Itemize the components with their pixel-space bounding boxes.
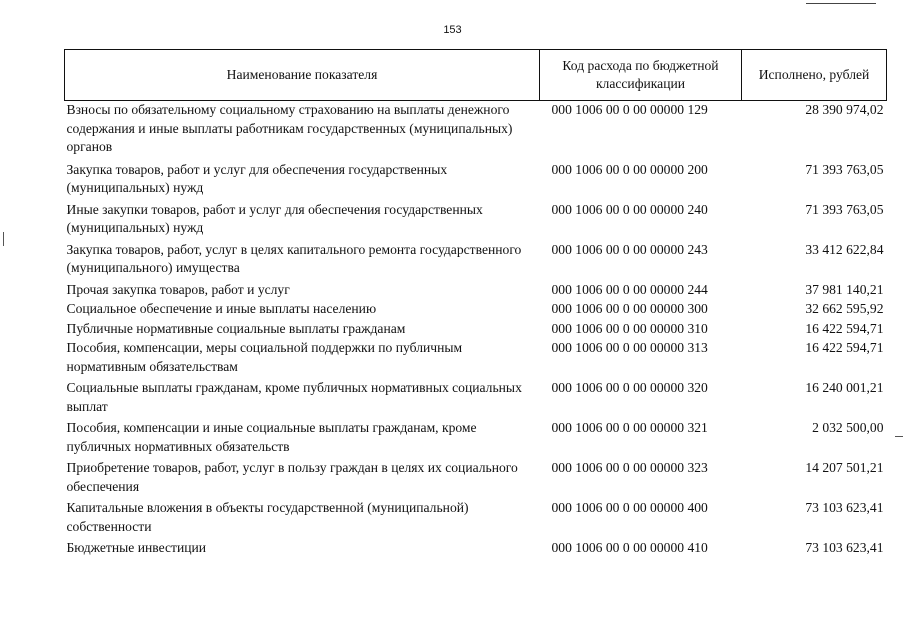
row-code: 000 1006 00 0 00 00000 243: [551, 241, 708, 257]
row-name: Социальное обеспечение и иные выплаты населению: [66, 301, 377, 316]
row-amount: 16 422 594,71: [805, 320, 884, 336]
row-name: Капитальные вложения в объекты государственной (муниципальной) собственности: [66, 500, 469, 534]
row-code: 000 1006 00 0 00 00000 323: [551, 460, 708, 475]
table-row: [65, 241, 887, 281]
budget-execution-table: [64, 49, 887, 559]
top-edge-rule: [806, 3, 876, 4]
table-row: [65, 281, 887, 301]
header-code: Код расхода по бюджетной классификации: [540, 50, 742, 101]
row-amount: 73 103 623,41: [805, 540, 884, 555]
row-name: Пособия, компенсации и иные социальные выплаты гражданам, кроме публичных нормативных обязательств: [66, 420, 477, 454]
row-code: 000 1006 00 0 00 00000 300: [551, 301, 708, 316]
table-header-row: [65, 50, 887, 101]
row-code: 000 1006 00 0 00 00000 400: [551, 500, 708, 515]
table-row: [65, 101, 887, 161]
row-amount: 71 393 763,05: [805, 201, 884, 217]
header-name: Наименование показателя: [65, 50, 540, 101]
table-row: [65, 300, 887, 320]
header-amount: Исполнено, рублей: [742, 50, 887, 101]
row-code: 000 1006 00 0 00 00000 410: [551, 540, 708, 555]
table-row: [65, 459, 887, 499]
table-row: [65, 339, 887, 379]
row-name: Закупка товаров, работ и услуг для обеспечения государственных (муниципальных) нужд: [66, 161, 448, 196]
row-amount: 16 422 594,71: [805, 340, 884, 355]
table-row: [65, 539, 887, 559]
table-row: [65, 499, 887, 539]
row-name: Социальные выплаты гражданам, кроме публичных нормативных социальных выплат: [66, 380, 522, 414]
right-margin-mark: [895, 436, 903, 437]
row-amount: 37 981 140,21: [805, 281, 884, 297]
row-amount: 33 412 622,84: [805, 241, 884, 257]
table-row: [65, 161, 887, 201]
row-amount: 71 393 763,05: [805, 161, 884, 177]
table-row: [65, 419, 887, 459]
row-name: Закупка товаров, работ, услуг в целях капитального ремонта государственного (муниципального) имущества: [66, 241, 522, 276]
row-code: 000 1006 00 0 00 00000 321: [551, 420, 708, 435]
page-number: 153: [443, 24, 462, 36]
table-row: [65, 201, 887, 241]
row-amount: 14 207 501,21: [805, 460, 884, 475]
row-name: Приобретение товаров, работ, услуг в пользу граждан в целях их социального обеспечения: [66, 460, 518, 494]
row-name: Иные закупки товаров, работ и услуг для обеспечения государственных (муниципальных) нужд: [66, 201, 483, 236]
row-code: 000 1006 00 0 00 00000 313: [551, 340, 708, 355]
row-name: Пособия, компенсации, меры социальной поддержки по публичным нормативным обязательствам: [66, 340, 463, 374]
row-amount: 32 662 595,92: [805, 301, 884, 316]
row-code: 000 1006 00 0 00 00000 200: [551, 161, 708, 177]
table-row: [65, 379, 887, 419]
row-amount: 16 240 001,21: [805, 380, 884, 395]
row-code: 000 1006 00 0 00 00000 129: [551, 102, 708, 117]
row-name: Публичные нормативные социальные выплаты гражданам: [66, 320, 406, 336]
table-row: [65, 320, 887, 340]
row-name: Бюджетные инвестиции: [66, 540, 207, 555]
row-code: 000 1006 00 0 00 00000 310: [551, 320, 708, 336]
row-code: 000 1006 00 0 00 00000 320: [551, 380, 708, 395]
row-name: Взносы по обязательному социальному страхованию на выплаты денежного содержания и иные выплаты работникам государственных (муниципальных) органов: [66, 102, 513, 155]
row-amount: 2 032 500,00: [812, 420, 884, 435]
row-amount: 28 390 974,02: [805, 102, 884, 117]
row-amount: 73 103 623,41: [805, 500, 884, 515]
left-margin-mark: [3, 232, 4, 246]
row-name: Прочая закупка товаров, работ и услуг: [66, 281, 290, 297]
row-code: 000 1006 00 0 00 00000 240: [551, 201, 708, 217]
row-code: 000 1006 00 0 00 00000 244: [551, 281, 708, 297]
